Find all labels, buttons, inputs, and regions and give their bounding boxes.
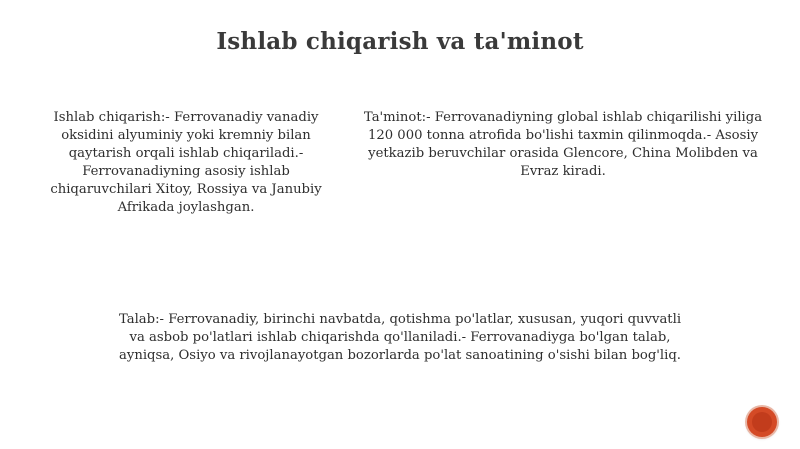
circle-button-icon[interactable] [747, 407, 777, 437]
demand-text-block: Talab:- Ferrovanadiy, birinchi navbatda, qotishma po'latlar, xususan, yuqori quvvatli va asbob po'latlari ishlab chiqarishda qo'llaniladi.- Ferrovanadiyga bo'lgan talab, ayniqsa, Osiyo va rivojlanayotgan bozorlarda po'lat sanoatining o'sishi bilan bog'liq. [118, 312, 682, 363]
slide-title: Ishlab chiqarish va ta'minot [216, 28, 584, 55]
production-text-block: Ishlab chiqarish:- Ferrovanadiy vanadiy oksidini alyuminiy yoki kremniy bilan qaytarish orqali ishlab chiqariladi.- Ferrovanadiyning asosiy ishlab chiqaruvchilari Xitoy, Rossiya va Janubiy Afrikada joylashgan. [50, 110, 322, 215]
supply-text-block: Ta'minot:- Ferrovanadiyning global ishlab chiqarilishi yiliga 120 000 tonna atrofida bo'lishi taxmin qilinmoqda.- Asosiy yetkazib beruvchilar orasida Glencore, China Molibden va Evraz kiradi. [363, 110, 763, 179]
